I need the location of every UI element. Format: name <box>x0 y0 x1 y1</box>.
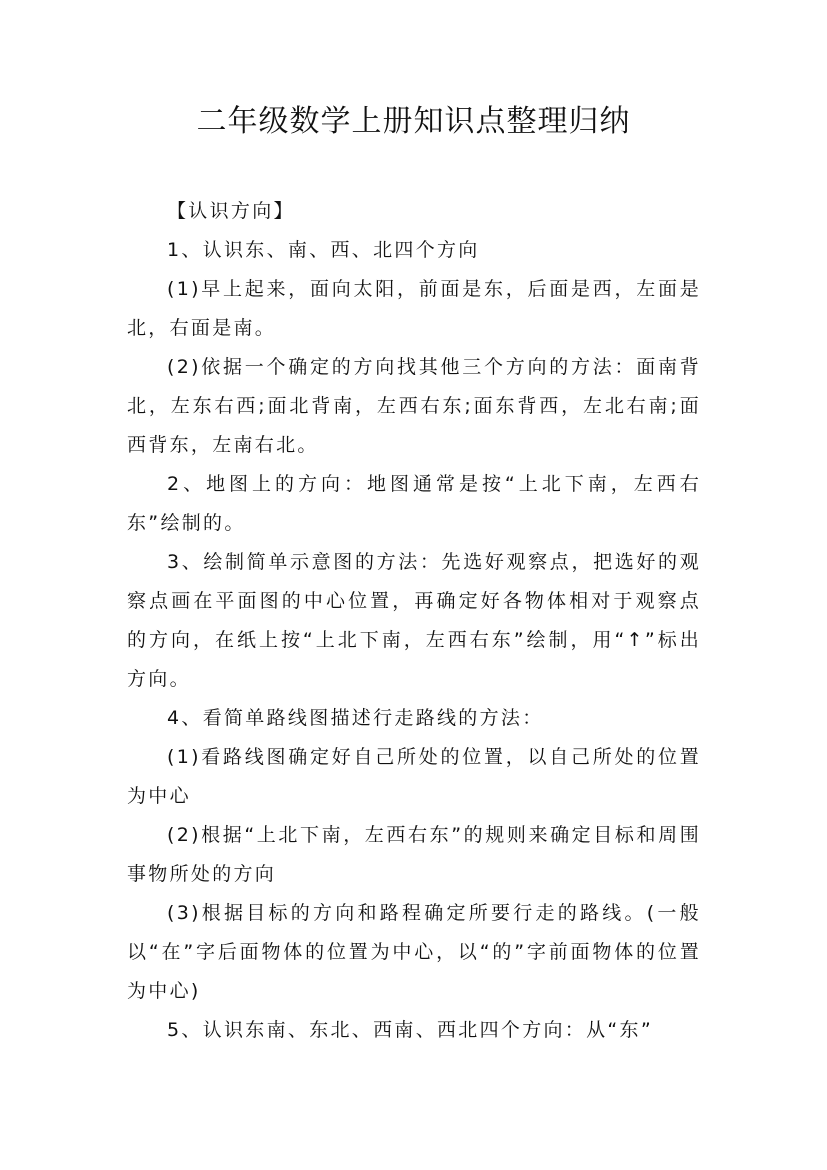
paragraph: 4、看简单路线图描述行走路线的方法： <box>167 707 544 729</box>
paragraph: (2)根据“上北下南，左西右东”的规则来确定目标和周围事物所处的方向 <box>127 824 701 885</box>
paragraph: (2)依据一个确定的方向找其他三个方向的方法：面南背北，左东右西;面北背南，左西右东;面东背西，左北右南;面西背东，左南右北。 <box>127 356 701 456</box>
document-title: 二年级数学上册知识点整理归纳 <box>196 104 631 139</box>
paragraph: (1)看路线图确定好自己所处的位置，以自己所处的位置为中心 <box>127 746 701 807</box>
paragraph: 3、绘制简单示意图的方法：先选好观察点，把选好的观察点画在平面图的中心位置，再确定好各物体相对于观察点的方向，在纸上按“上北下南，左西右东”绘制，用“↑”标出方向。 <box>127 551 701 690</box>
paragraph: 2、地图上的方向：地图通常是按“上北下南，左西右东”绘制的。 <box>127 473 701 534</box>
section-heading: 【认识方向】 <box>167 200 295 222</box>
paragraph: (1)早上起来，面向太阳，前面是东，后面是西，左面是北，右面是南。 <box>127 278 701 339</box>
paragraph: 1、认识东、南、西、北四个方向 <box>167 239 480 261</box>
document-body <box>127 192 701 1050</box>
paragraph: 5、认识东南、东北、西南、西北四个方向：从“东” <box>167 1019 653 1041</box>
paragraph: (3)根据目标的方向和路程确定所要行走的路线。(一般以“在”字后面物体的位置为中心，以“的”字前面物体的位置为中心) <box>127 902 701 1002</box>
